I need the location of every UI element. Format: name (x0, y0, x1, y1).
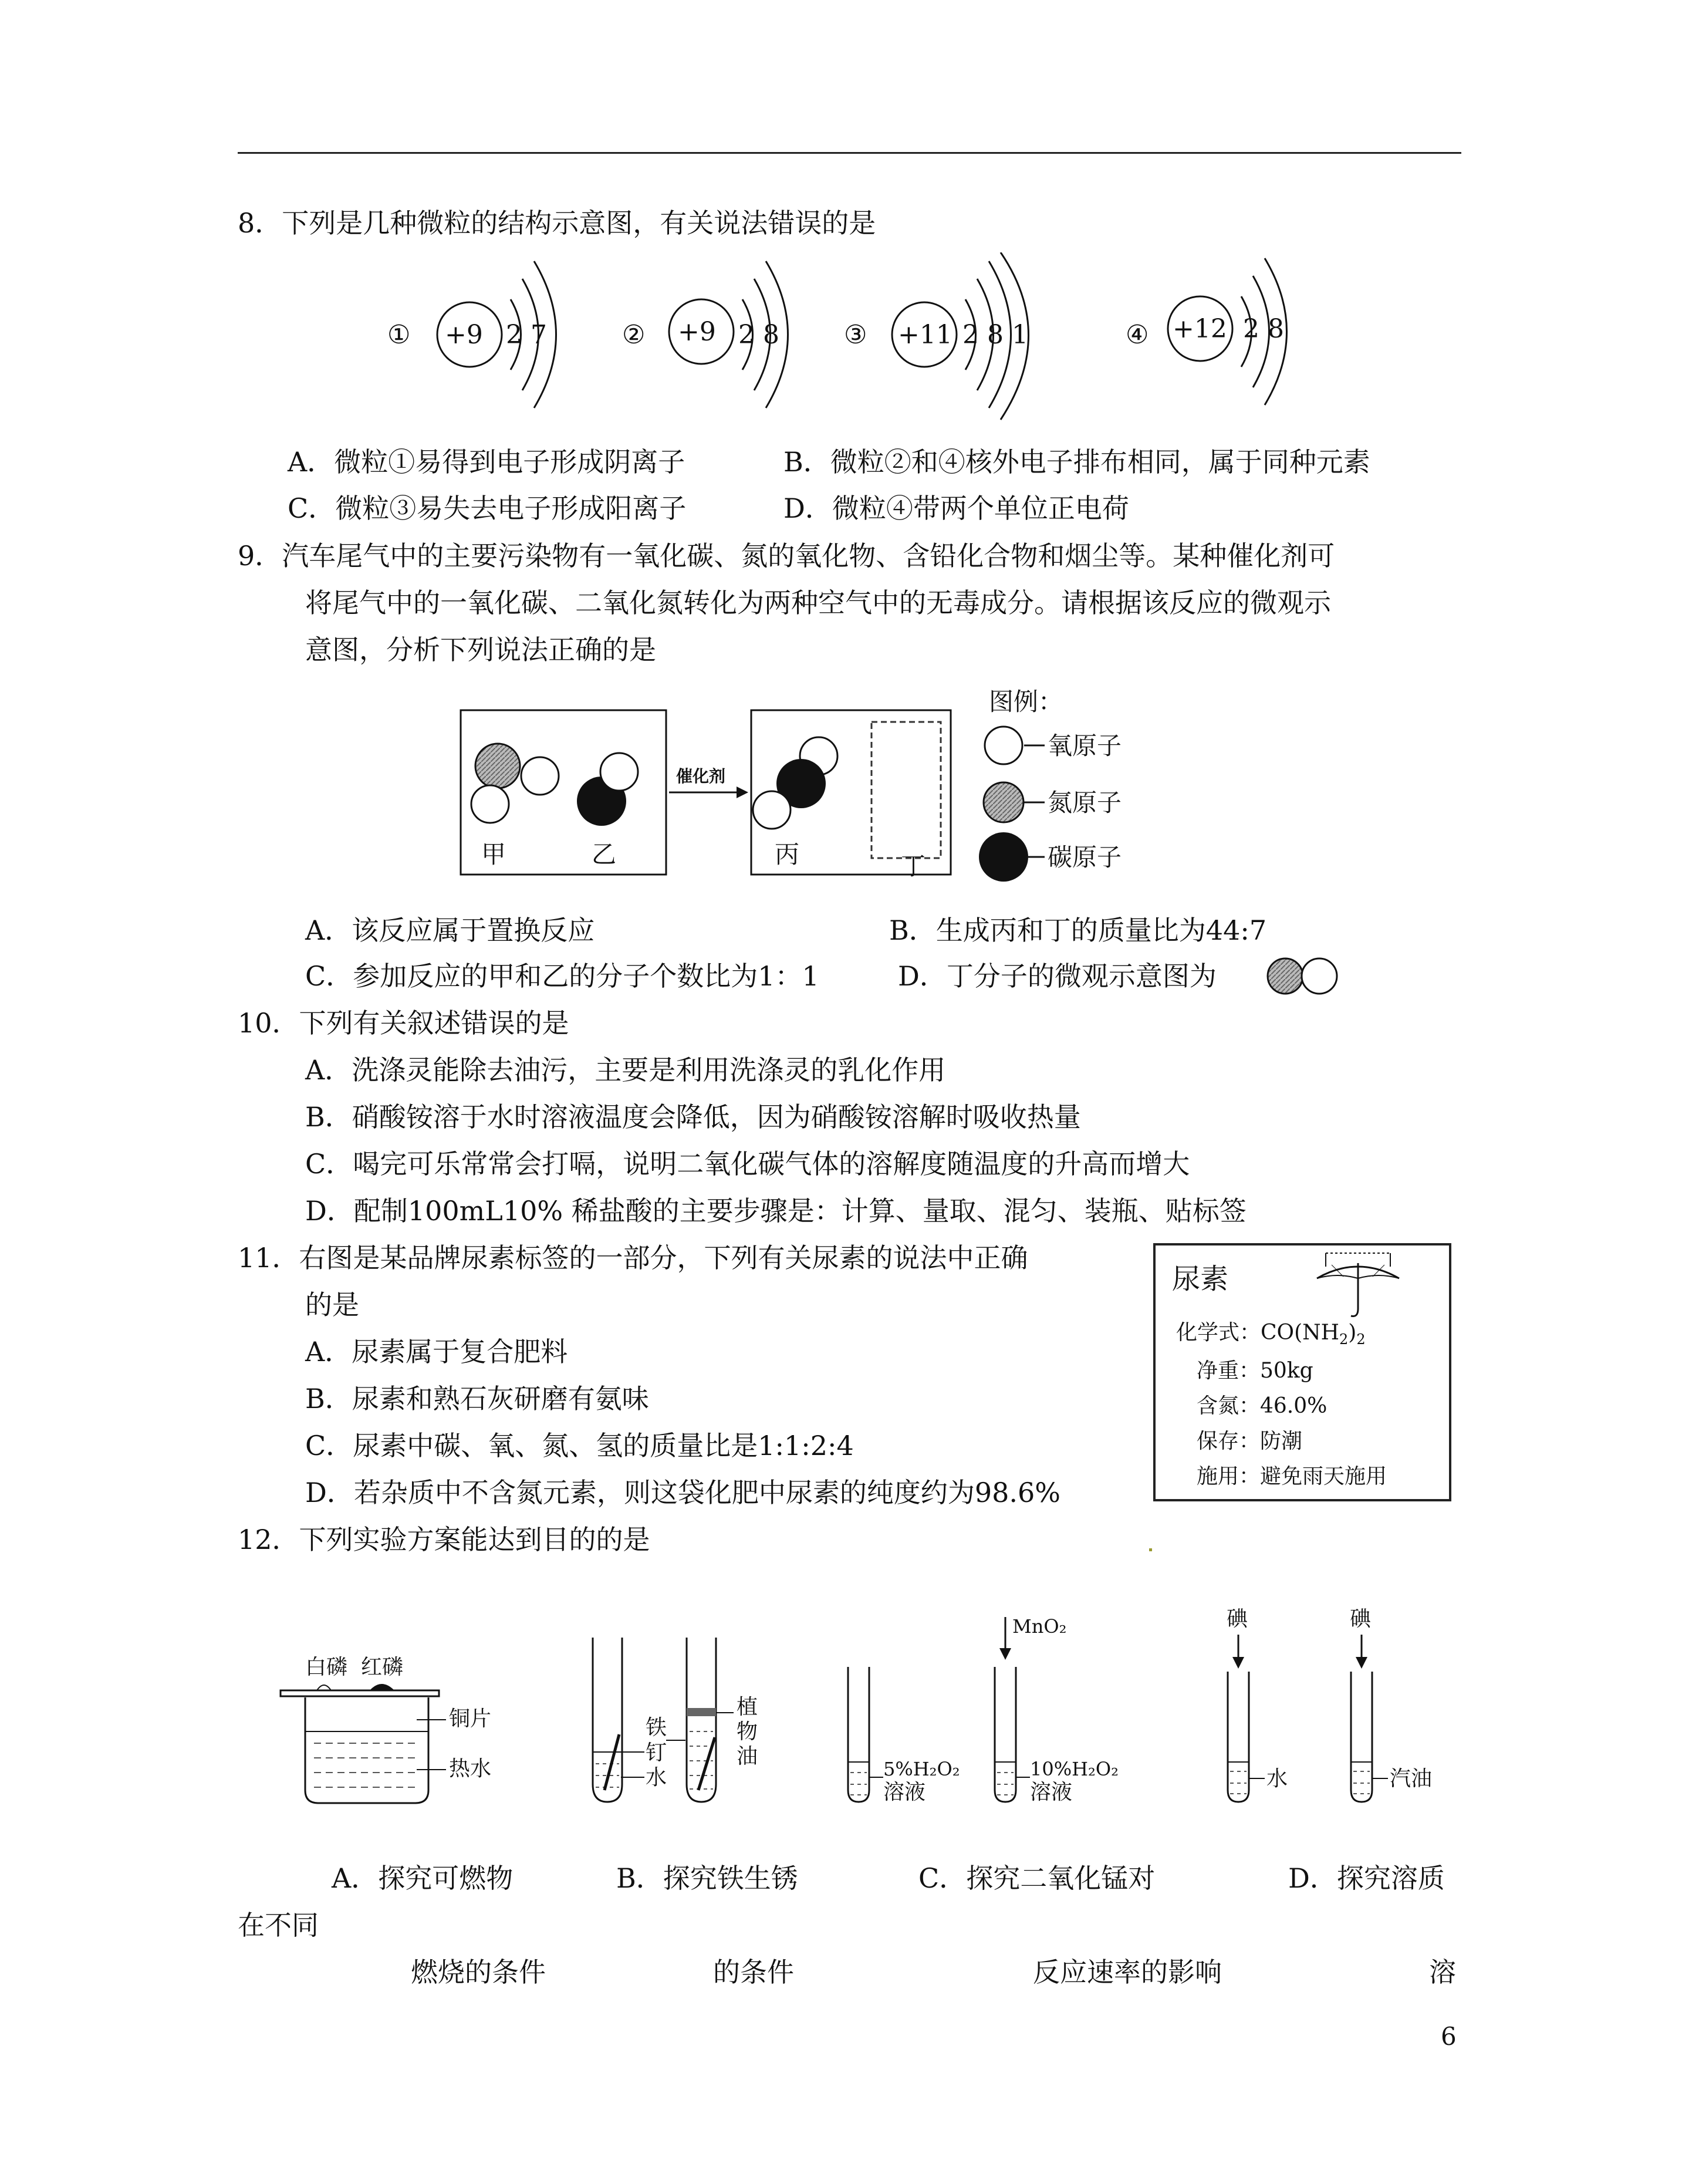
urea-storage: 保存：防潮 (1197, 1429, 1303, 1453)
urea-label-box (1153, 1243, 1451, 1501)
mno2-label: MnO₂ (1012, 1615, 1067, 1638)
caption-a-line1: A．探究可燃物 (332, 1862, 514, 1894)
q11-option-b: B．尿素和熟石灰研磨有氨味 (305, 1383, 649, 1415)
h2o2-5-label-line1: 5%H₂O₂ (883, 1758, 960, 1780)
formula-label: 化学式： (1176, 1321, 1261, 1345)
urea-label-title: 尿素 (1172, 1263, 1229, 1295)
urea-nitrogen: 含氮：46.0% (1197, 1394, 1328, 1418)
water-label-d: 水 (1266, 1767, 1288, 1791)
gasoline-label: 汽油 (1390, 1767, 1433, 1791)
q11-option-c: C．尿素中碳、氧、氮、氢的质量比是1:1:2:4 (305, 1430, 854, 1461)
q12-stem: 12．下列实验方案能达到目的的是 (238, 1524, 650, 1555)
iodine-label-1: 碘 (1227, 1607, 1248, 1631)
fig-d-iodine-tubes (1203, 1602, 1473, 1808)
atom4-charge: +12 (1173, 314, 1227, 344)
atom3-charge: +11 (898, 320, 952, 350)
atom2-charge: +9 (678, 317, 716, 347)
fig-c-mno2-tubes (836, 1608, 1165, 1808)
oxygen-atom (600, 753, 638, 791)
q10-option-a: A．洗涤灵能除去油污，主要是利用洗涤灵的乳化作用 (305, 1054, 946, 1086)
header-rule (238, 152, 1461, 154)
caption-b-line1: B．探究铁生锈 (616, 1862, 798, 1894)
atom1-charge: +9 (445, 320, 483, 350)
h2o2-10-label-line1: 10%H₂O₂ (1030, 1758, 1119, 1780)
legend-title: 图例： (989, 687, 1063, 716)
formula-text: CO(NH (1261, 1321, 1340, 1345)
water-label-b: 水 (646, 1766, 667, 1790)
caption-a-line2: 燃烧的条件 (411, 1956, 546, 1988)
urea-formula-row (1176, 1316, 1366, 1348)
atom2-shells: 2 8 (738, 320, 779, 350)
legend-nitrogen (984, 782, 1024, 822)
q8-atom-diagrams (376, 252, 1291, 423)
caption-d-cont: 在不同 (238, 1909, 319, 1941)
q9-option-b: B．生成丙和丁的质量比为44:7 (889, 914, 1267, 946)
formula-sub: 2 (1339, 1331, 1349, 1348)
oil-label-2: 物 (737, 1720, 758, 1744)
oil-label-3: 油 (737, 1744, 758, 1768)
urea-usage: 施用：避免雨天施用 (1197, 1464, 1387, 1488)
q9-stem-line3: 意图，分析下列说法正确的是 (305, 634, 656, 666)
hot-water-label: 热水 (449, 1757, 492, 1781)
legend-nitrogen-label: 氮原子 (1048, 788, 1122, 817)
formula-sub2: 2 (1356, 1331, 1366, 1348)
atom4-index: ④ (1126, 320, 1149, 350)
atom1-shells: 2 7 (506, 320, 547, 350)
urea-net-weight: 净重：50kg (1197, 1359, 1313, 1383)
copper-plate (281, 1690, 439, 1696)
q10-option-d: D．配制100mL10% 稀盐酸的主要步骤是：计算、量取、混匀、装瓶、贴标签 (305, 1195, 1247, 1227)
legend-oxygen-label: 氧原子 (1048, 731, 1122, 760)
q9-stem-line2: 将尾气中的一氧化碳、二氧化氮转化为两种空气中的无毒成分。请根据该反应的微观示 (305, 587, 1331, 619)
q10-option-c: C．喝完可乐常常会打嗝，说明二氧化碳气体的溶解度随温度的升高而增大 (305, 1148, 1190, 1180)
q8-option-b: B．微粒②和④核外电子排布相同，属于同种元素 (783, 446, 1370, 478)
white-phosphorus-label: 白磷 (305, 1655, 348, 1679)
atom3-shells: 2 8 1 (962, 320, 1028, 350)
atom1-index: ① (387, 320, 411, 350)
q11-option-a: A．尿素属于复合肥料 (305, 1336, 568, 1368)
legend-carbon-label: 碳原子 (1048, 843, 1122, 872)
label-jia: 甲 (481, 840, 506, 869)
q10-stem: 10．下列有关叙述错误的是 (238, 1007, 569, 1039)
fig-b-rust-tubes (587, 1632, 792, 1808)
q11-stem-line1: 11．右图是某品牌尿素标签的一部分，下列有关尿素的说法中正确 (238, 1242, 1028, 1274)
caption-b-line2: 的条件 (713, 1956, 794, 1988)
legend-carbon (979, 832, 1028, 882)
nitrogen-atom (475, 744, 520, 788)
q9-option-d: D．丁分子的微观示意图为 (898, 960, 1217, 992)
nail-label-1: 铁 (646, 1716, 667, 1740)
nail-label-2: 钉 (646, 1741, 667, 1765)
legend-oxygen (985, 727, 1022, 764)
h2o2-5-label-line2: 溶液 (883, 1780, 926, 1804)
page-number: 6 (1441, 2022, 1457, 2051)
q9-option-a: A．该反应属于置换反应 (305, 914, 595, 946)
copper-plate-label: 铜片 (449, 1707, 492, 1731)
catalyst-label: 催化剂 (676, 767, 726, 786)
q8-stem: 8．下列是几种微粒的结构示意图，有关说法错误的是 (238, 207, 876, 239)
atom4-shells: 2 8 (1243, 314, 1284, 344)
h2o2-10-label-line2: 溶液 (1030, 1780, 1073, 1804)
stray-dot (1149, 1548, 1152, 1551)
q9-option-c: C．参加反应的甲和乙的分子个数比为1：1 (305, 960, 819, 992)
label-yi: 乙 (592, 840, 617, 869)
fig-a-combustion-apparatus (270, 1649, 522, 1814)
formula-close: ) (1348, 1321, 1357, 1345)
atom3-index: ③ (844, 320, 867, 350)
umbrella-icon (1314, 1250, 1402, 1321)
oxygen-atom (471, 785, 509, 823)
red-phosphorus-label: 红磷 (361, 1655, 404, 1679)
empty-product-box (872, 722, 941, 858)
q9-reaction-diagram (458, 687, 1373, 886)
q11-option-d: D．若杂质中不含氮元素，则这袋化肥中尿素的纯度约为98.6% (305, 1477, 1061, 1508)
label-ding: 丁 (901, 852, 926, 880)
oil-label-1: 植 (737, 1695, 758, 1719)
q8-option-c: C．微粒③易失去电子形成阳离子 (288, 492, 687, 524)
oxygen-atom (753, 791, 791, 829)
q8-option-d: D．微粒④带两个单位正电荷 (783, 492, 1129, 524)
q9-stem-line1: 9．汽车尾气中的主要污染物有一氧化碳、氮的氧化物、含铅化合物和烟尘等。某种催化剂可 (238, 540, 1335, 572)
q8-option-a: A．微粒①易得到电子形成阴离子 (288, 446, 685, 478)
label-bing: 丙 (775, 840, 800, 869)
caption-c-line1: C．探究二氧化锰对 (918, 1862, 1156, 1894)
ding-molecule-icon (1262, 956, 1344, 997)
iodine-label-2: 碘 (1350, 1607, 1372, 1631)
q11-stem-line2: 的是 (305, 1289, 359, 1321)
oxygen-atom (521, 757, 559, 795)
caption-d-line1: D．探究溶质 (1288, 1862, 1445, 1894)
q10-option-b: B．硝酸铵溶于水时溶液温度会降低，因为硝酸铵溶解时吸收热量 (305, 1101, 1081, 1133)
atom2-index: ② (622, 320, 646, 350)
caption-c-line2: 反应速率的影响 (1033, 1956, 1222, 1988)
caption-d-line2: 溶 (1429, 1956, 1456, 1988)
